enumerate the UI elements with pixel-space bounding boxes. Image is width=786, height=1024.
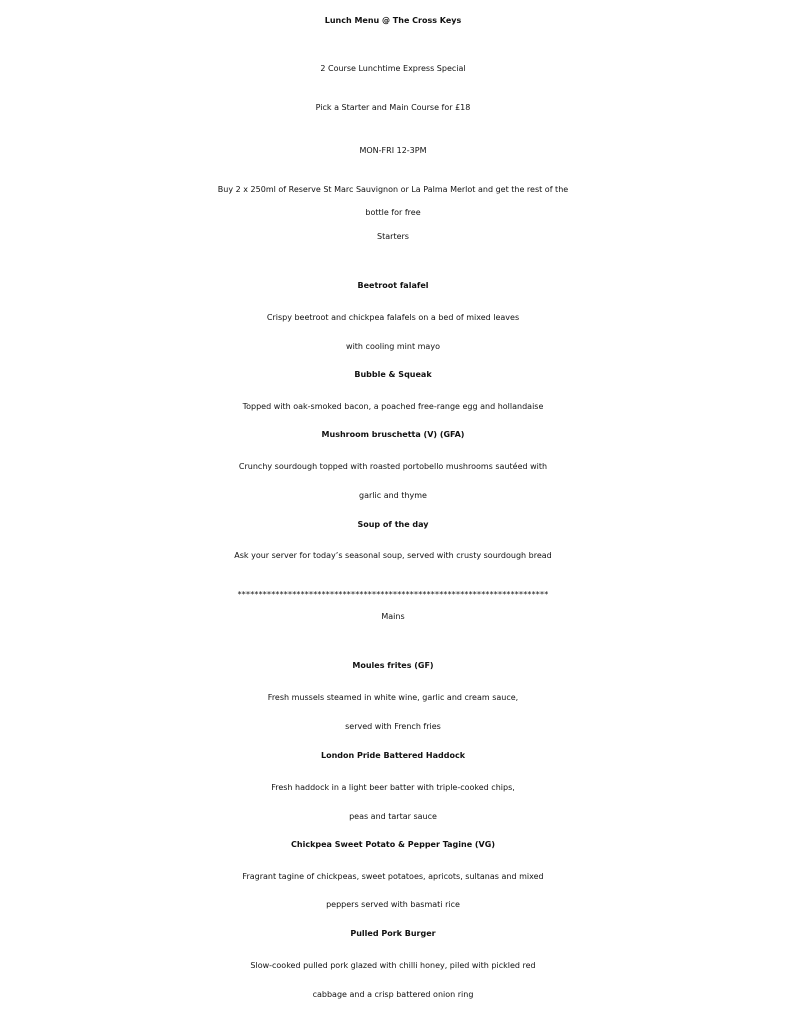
main-name: Moules frites (GF) bbox=[352, 661, 434, 670]
main-description: peas and tartar sauce bbox=[349, 812, 437, 821]
wine-promo-line-1: Buy 2 x 250ml of Reserve St Marc Sauvignon or La Palma Merlot and get the rest of the bbox=[217, 185, 569, 194]
menu-subtitle-offer: 2 Course Lunchtime Express Special bbox=[320, 64, 466, 73]
main-name: London Pride Battered Haddock bbox=[320, 751, 466, 760]
starter-name: Beetroot falafel bbox=[357, 281, 429, 290]
main-name: Pulled Pork Burger bbox=[350, 929, 436, 938]
main-description: Fragrant tagine of chickpeas, sweet potatoes, apricots, sultanas and mixed bbox=[242, 872, 544, 881]
main-description: served with French fries bbox=[345, 722, 441, 731]
starter-name: Mushroom bruschetta (V) (GFA) bbox=[321, 430, 465, 439]
starter-name: Bubble & Squeak bbox=[354, 370, 432, 379]
starters-heading: Starters bbox=[377, 232, 409, 241]
main-description: peppers served with basmati rice bbox=[326, 900, 460, 909]
starter-description: Crispy beetroot and chickpea falafels on a bed of mixed leaves bbox=[266, 313, 520, 322]
main-description: Fresh mussels steamed in white wine, garlic and cream sauce, bbox=[267, 693, 519, 702]
starter-description: Crunchy sourdough topped with roasted portobello mushrooms sautéed with bbox=[238, 462, 548, 471]
starter-name: Soup of the day bbox=[357, 520, 429, 529]
main-description: Slow-cooked pulled pork glazed with chilli honey, piled with pickled red bbox=[250, 961, 536, 970]
main-description: cabbage and a crisp battered onion ring bbox=[312, 990, 474, 999]
wine-promo-line-2: bottle for free bbox=[365, 208, 421, 217]
menu-subtitle-price: Pick a Starter and Main Course for £18 bbox=[315, 103, 471, 112]
starter-description: Topped with oak-smoked bacon, a poached free-range egg and hollandaise bbox=[242, 402, 544, 411]
opening-hours: MON-FRI 12-3PM bbox=[359, 146, 427, 155]
starter-description: garlic and thyme bbox=[359, 491, 427, 500]
section-divider: ************************************************************************** bbox=[237, 590, 549, 599]
main-name: Chickpea Sweet Potato & Pepper Tagine (VG) bbox=[291, 840, 495, 849]
mains-heading: Mains bbox=[381, 612, 405, 621]
menu-title: Lunch Menu @ The Cross Keys bbox=[324, 16, 462, 25]
main-description: Fresh haddock in a light beer batter with triple-cooked chips, bbox=[271, 783, 515, 792]
starter-description: Ask your server for today’s seasonal soup, served with crusty sourdough bread bbox=[234, 551, 552, 560]
starter-description: with cooling mint mayo bbox=[346, 342, 440, 351]
